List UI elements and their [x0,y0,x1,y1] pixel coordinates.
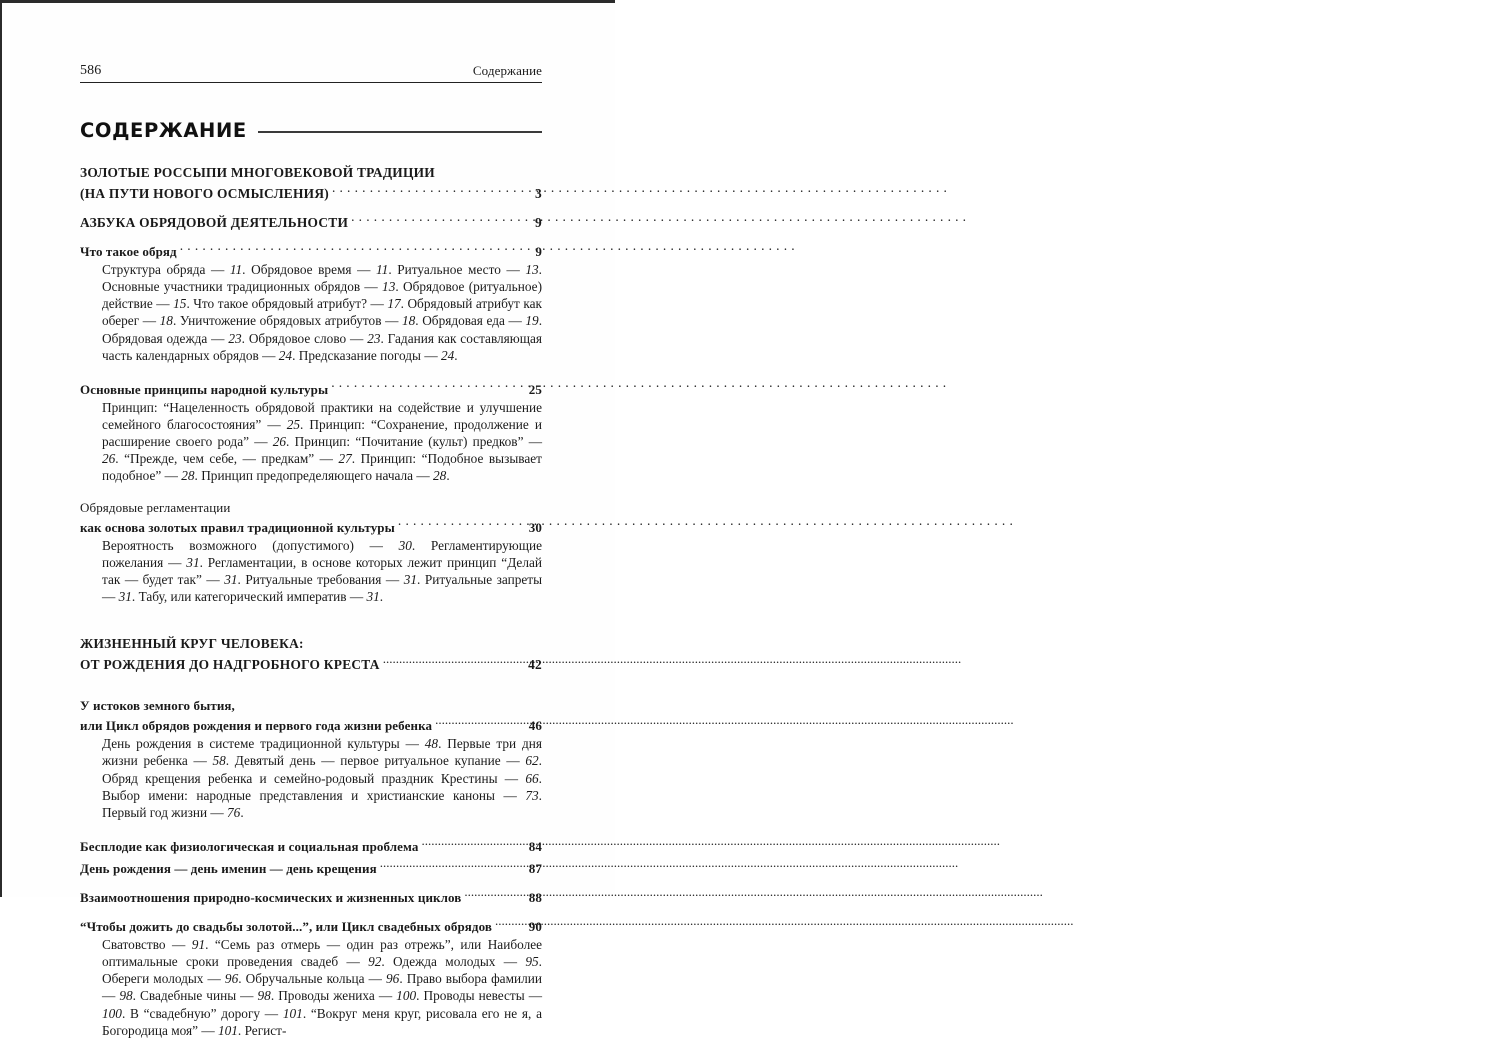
dot-leader [351,211,533,227]
toc-entry-heading [80,240,542,260]
toc-entry-part-3[interactable] [80,635,542,673]
page-title: СОДЕРЖАНИЕ [80,119,247,142]
page-folio-number: 586 [80,63,102,78]
toc-entry-line-2 [80,182,542,202]
toc-entry-label: Взаимоотношения природно-космических и жизненных циклов [80,890,462,906]
toc-entry-part-1[interactable] [80,164,542,202]
dot-leader [398,516,527,532]
dot-leader [422,835,527,851]
toc-entry-line-2 [80,653,542,673]
toc-entry-line-1 [80,211,542,231]
spacer [80,675,542,697]
toc-entry-chapter-7[interactable] [80,886,542,906]
toc-entry-chapter-6[interactable] [80,857,542,877]
toc-entry-page: 88 [528,890,542,906]
toc-entry-label: Бесплодие как физиологическая и социальная проблема [80,839,419,855]
spacer [80,487,542,499]
toc-entry-line-2 [80,714,542,734]
running-head-title: Содержание [472,63,542,78]
dot-leader [464,886,526,902]
toc-entry-line-1: ЖИЗНЕННЫЙ КРУГ ЧЕЛОВЕКА: [80,636,304,652]
toc-entry-label: “Чтобы дожить до свадьбы золотой...”, или Цикл свадебных обрядов [80,919,492,935]
spacer [80,908,542,915]
dot-leader [435,714,527,730]
toc-entry-page: 9 [535,214,542,230]
toc-entry-heading [80,857,542,877]
toc-entry-page: 25 [528,381,542,397]
toc-entry-page: 84 [528,839,542,855]
spacer [80,607,542,635]
toc-entry-chapter-8[interactable] [80,915,542,1039]
toc-entry-label: Что такое обряд [80,243,177,259]
toc-entry-page: 30 [528,519,542,535]
running-head [80,63,542,83]
toc-entry-page: 90 [528,919,542,935]
dot-leader [180,240,534,256]
book-page [0,0,615,1038]
toc-entry-label: День рождения — день именин — день крещения [80,861,377,877]
toc-entry-subtopics: Сватовство — 91. “Семь раз отмерь — один раз отрежь”, или Наиболее оптимальные сроки проведения свадеб — 92. Одежда молодых — 95. Обереги молодых — 96. Обручальные кольца — 96. Право выбора фамилии — 98. Свадебные чины — 98. Проводы жениха — 100. Проводы невесты — 100. В “свадебную” дорогу — 101. “Вокруг меня круг, рисовала его не я, а Богородица моя” — 101. Регист- [102,937,543,1038]
toc-entry-subtopics: Структура обряда — 11. Обрядовое время — 11. Ритуальное место — 13. Основные участники традиционных обрядов — 13. Обрядовое (ритуальное) действие — 15. Что такое обрядовый атрибут? — 17. Обрядовый атрибут как оберег — 18. Уничтожение обрядовых атрибутов — 18. Обрядовая еда — 19. Обрядовая одежда — 23. Обрядовое слово — 23. Гадания как составляющая часть календарных обрядов — 24. Предсказание погоды — 24. [102,261,543,363]
toc-entry-subtopics: День рождения в системе традиционной культуры — 48. Первые три дня жизни ребенка — 58. Девятый день — первое ритуальное купание — 62. Обряд крещения ребенка и семейно-родовый праздник Крестины — 66. Выбор имени: народные представления и христианские каноны — 73. Первый год жизни — 76. [102,736,542,820]
toc-entry-line-2 [80,516,542,536]
toc-entry-chapter-2[interactable] [80,378,542,485]
toc-entry-heading [80,915,542,935]
dot-leader [495,915,527,931]
title-rule [258,131,542,133]
toc-entry-page: 46 [528,718,542,734]
toc-entry-label: (НА ПУТИ НОВОГО ОСМЫСЛЕНИЯ) [80,185,329,201]
dot-leader [380,857,527,873]
toc-entry-page: 87 [528,861,542,877]
toc-entry-chapter-1[interactable] [80,240,542,364]
toc-entry-line-1: ЗОЛОТЫЕ РОССЫПИ МНОГОВЕКОВОЙ ТРАДИЦИИ [80,165,435,180]
toc-entry-subtopics: Вероятность возможного (допустимого) — 30. Регламентирующие пожелания — 31. Регламентации, в основе которых лежит принцип “Делай так — будет так” — 31. Ритуальные требования — 31. Ритуальные запреты — 31. Табу, или категорический императив — 31. [102,537,542,605]
toc-entry-heading [80,886,542,906]
toc-entry-subtopics: Принцип: “Нацеленность обрядовой практики на содействие и улучшение семейного благосостояния” — 25. Принцип: “Сохранение, продолжение и расширение своего рода” — 26. Принцип: “Почитание (культ) предков” — 26. “Прежде, чем себе, — предкам” — 27. Принцип: “Подобное вызывает подобное” — 28. Принцип предопределяющего начала — 28. [102,399,543,484]
toc-entry-label: или Цикл обрядов рождения и первого года жизни ребенка [80,718,433,734]
toc-entry-line-1: У истоков земного бытия, [80,698,235,714]
toc-entry-chapter-3[interactable] [80,499,542,606]
toc-entry-label: АЗБУКА ОБРЯДОВОЙ ДЕЯТЕЛЬНОСТИ [80,214,349,230]
toc-entry-label: ОТ РОЖДЕНИЯ ДО НАДГРОБНОГО КРЕСТА [80,657,380,673]
dot-leader [332,182,533,198]
page-content [80,63,542,1041]
toc-entry-page: 9 [535,243,542,259]
toc-entry-page: 3 [535,185,542,201]
toc-entry-chapter-5[interactable] [80,835,542,855]
toc-entry-line-1: Обрядовые регламентации [80,499,231,515]
toc-entry-heading [80,835,542,855]
toc-title-row [80,119,542,142]
dot-leader [331,378,527,394]
dot-leader [383,653,526,669]
toc-entry-part-2[interactable] [80,211,542,231]
toc-entry-heading [80,378,542,398]
toc-entry-chapter-4[interactable] [80,697,542,821]
toc-entry-label: как основа золотых правил традиционной культуры [80,519,395,535]
toc-entry-page: 42 [528,657,542,673]
toc-entry-label: Основные принципы народной культуры [80,381,329,397]
